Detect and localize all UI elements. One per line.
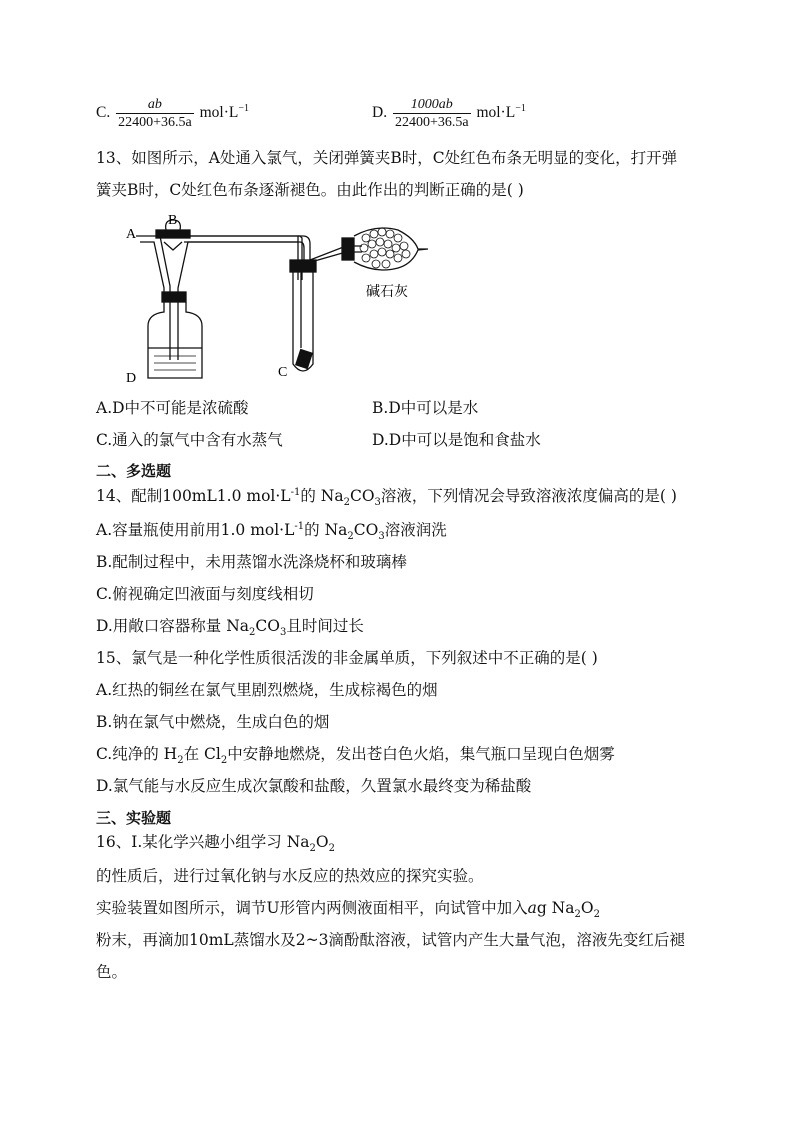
q13-stem-line2: 簧夹B时，C处红色布条逐渐褪色。由此作出的判断正确的是( ) [96, 181, 524, 199]
q16-line1 [96, 832, 335, 855]
option-text: 在 Cl [183, 745, 221, 763]
subscript: 2 [220, 755, 228, 767]
q15-option-a: A.红热的铜丝在氯气里剧烈燃烧，生成棕褐色的烟 [96, 681, 438, 699]
subscript: 2 [309, 843, 316, 855]
label-soda-lime: 碱石灰 [366, 285, 408, 300]
variable: a [527, 899, 537, 917]
subscript: 3 [280, 627, 287, 639]
numerator: ab [116, 96, 194, 114]
bottle-stopper [162, 292, 186, 302]
option-text: A.容量瓶使用前用1.0 mol·L [96, 521, 295, 539]
subscript: 2 [343, 497, 350, 509]
q15-option-d: D.氯气能与水反应生成次氯酸和盐酸，久置氯水最终变为稀盐酸 [96, 777, 532, 795]
soda-lime-granules [360, 228, 410, 268]
funnel-left-wall [136, 236, 170, 298]
q14-stem-text: 溶液，下列情况会导致溶液浓度偏高的是( ) [380, 487, 677, 505]
q15-option-b: B.钠在氯气中燃烧，生成白色的烟 [96, 713, 330, 731]
q13-option-a: A.D中不可能是浓硫酸 [96, 399, 249, 417]
subscript: 2 [347, 531, 354, 543]
unit-exponent: −1 [515, 102, 526, 114]
exponent: -1 [290, 486, 301, 498]
drying-tube-stopper [342, 238, 354, 260]
red-cloth-strip [296, 350, 312, 369]
q14-option-d [96, 616, 364, 639]
numerator: 1000ab [393, 96, 471, 114]
label-d: D [126, 371, 137, 386]
q13-option-b: B.D中可以是水 [372, 399, 479, 417]
unit: mol·L [476, 104, 516, 122]
test-tube-stopper [290, 260, 316, 272]
q16-line2: 的性质后，进行过氧化钠与水反应的热效应的探究实验。 [96, 867, 484, 885]
unit-exponent: −1 [238, 102, 249, 114]
subscript: 2 [574, 909, 581, 921]
q14-option-a [96, 520, 447, 543]
q15-option-c [96, 744, 615, 767]
subscript: 2 [328, 843, 335, 855]
subscript: 2 [249, 627, 256, 639]
option-label: C. [96, 104, 111, 122]
clamp-jaw [164, 242, 182, 250]
q13-option-c: C.通入的氯气中含有水蒸气 [96, 431, 283, 449]
q14-option-c: C.俯视确定凹液面与刻度线相切 [96, 585, 314, 603]
q12-option-d [372, 96, 526, 131]
bottle-dip-tube [170, 302, 178, 360]
q16-line3 [96, 898, 600, 921]
q16-line5: 色。 [96, 963, 128, 981]
clamp-b [156, 230, 190, 238]
denominator: 22400+36.5a [118, 115, 192, 130]
option-text: 溶液润洗 [384, 521, 447, 539]
q13-option-d: D.D中可以是饱和食盐水 [372, 431, 541, 449]
formula-part: CO [255, 617, 280, 635]
bottle-d [148, 302, 202, 378]
formula-part: O [315, 833, 329, 851]
q14-stem-text: 的 Na [300, 487, 344, 505]
option-text: 且时间过长 [286, 617, 364, 635]
unit: mol·L [199, 104, 239, 122]
q13-apparatus-figure [118, 208, 438, 388]
q12-option-c [96, 96, 249, 131]
option-text: 的 Na [304, 521, 348, 539]
q16-text: 16、Ⅰ.某化学兴趣小组学习 Na [96, 833, 310, 851]
fraction [393, 96, 471, 131]
section-heading-multiple-choice: 二、多选题 [96, 462, 172, 480]
denominator: 22400+36.5a [394, 115, 469, 130]
funnel-inner-left [140, 242, 164, 300]
formula-part: CO [353, 521, 379, 539]
q15-stem: 15、氯气是一种化学性质很活泼的非金属单质，下列叙述中不正确的是( ) [96, 649, 598, 667]
q16-line4: 粉末，再滴加10mL蒸馏水及2~3滴酚酞溶液，试管内产生大量气泡，溶液先变红后褪 [96, 931, 685, 949]
formula-part: O [580, 899, 594, 917]
label-a: A [126, 227, 137, 242]
option-text: 中安静地燃烧，发出苍白色火焰，集气瓶口呈现白色烟雾 [227, 745, 615, 763]
label-b: B [168, 213, 178, 228]
option-text: D.用敞口容器称量 Na [96, 617, 250, 635]
gas-tube-inner [184, 242, 362, 264]
q14-stem [96, 486, 677, 509]
subscript: 2 [593, 909, 600, 921]
q14-option-b: B.配制过程中，未用蒸馏水洗涤烧杯和玻璃棒 [96, 553, 407, 571]
exponent: -1 [294, 520, 305, 532]
fraction [116, 96, 194, 131]
subscript: 3 [378, 531, 385, 543]
option-text: C.纯净的 H [96, 745, 178, 763]
section-heading-experiment: 三、实验题 [96, 809, 172, 827]
q13-stem-line1: 13、如图所示，A处通入氯气，关闭弹簧夹B时，C处红色布条无明显的变化，打开弹 [96, 149, 678, 167]
subscript: 2 [177, 755, 184, 767]
funnel-right-wall [160, 236, 298, 300]
option-label: D. [372, 104, 388, 122]
label-c: C [278, 365, 288, 380]
q16-text: 实验装置如图所示，调节U形管内两侧液面相平，向试管中加入 [96, 899, 528, 917]
bottle-liquid-lines [154, 356, 196, 370]
q16-text: g Na [536, 899, 575, 917]
gas-tube [178, 236, 362, 260]
subscript: 3 [374, 497, 381, 509]
formula-part: CO [349, 487, 375, 505]
q14-stem-text: 14、配制100mL1.0 mol·L [96, 487, 291, 505]
